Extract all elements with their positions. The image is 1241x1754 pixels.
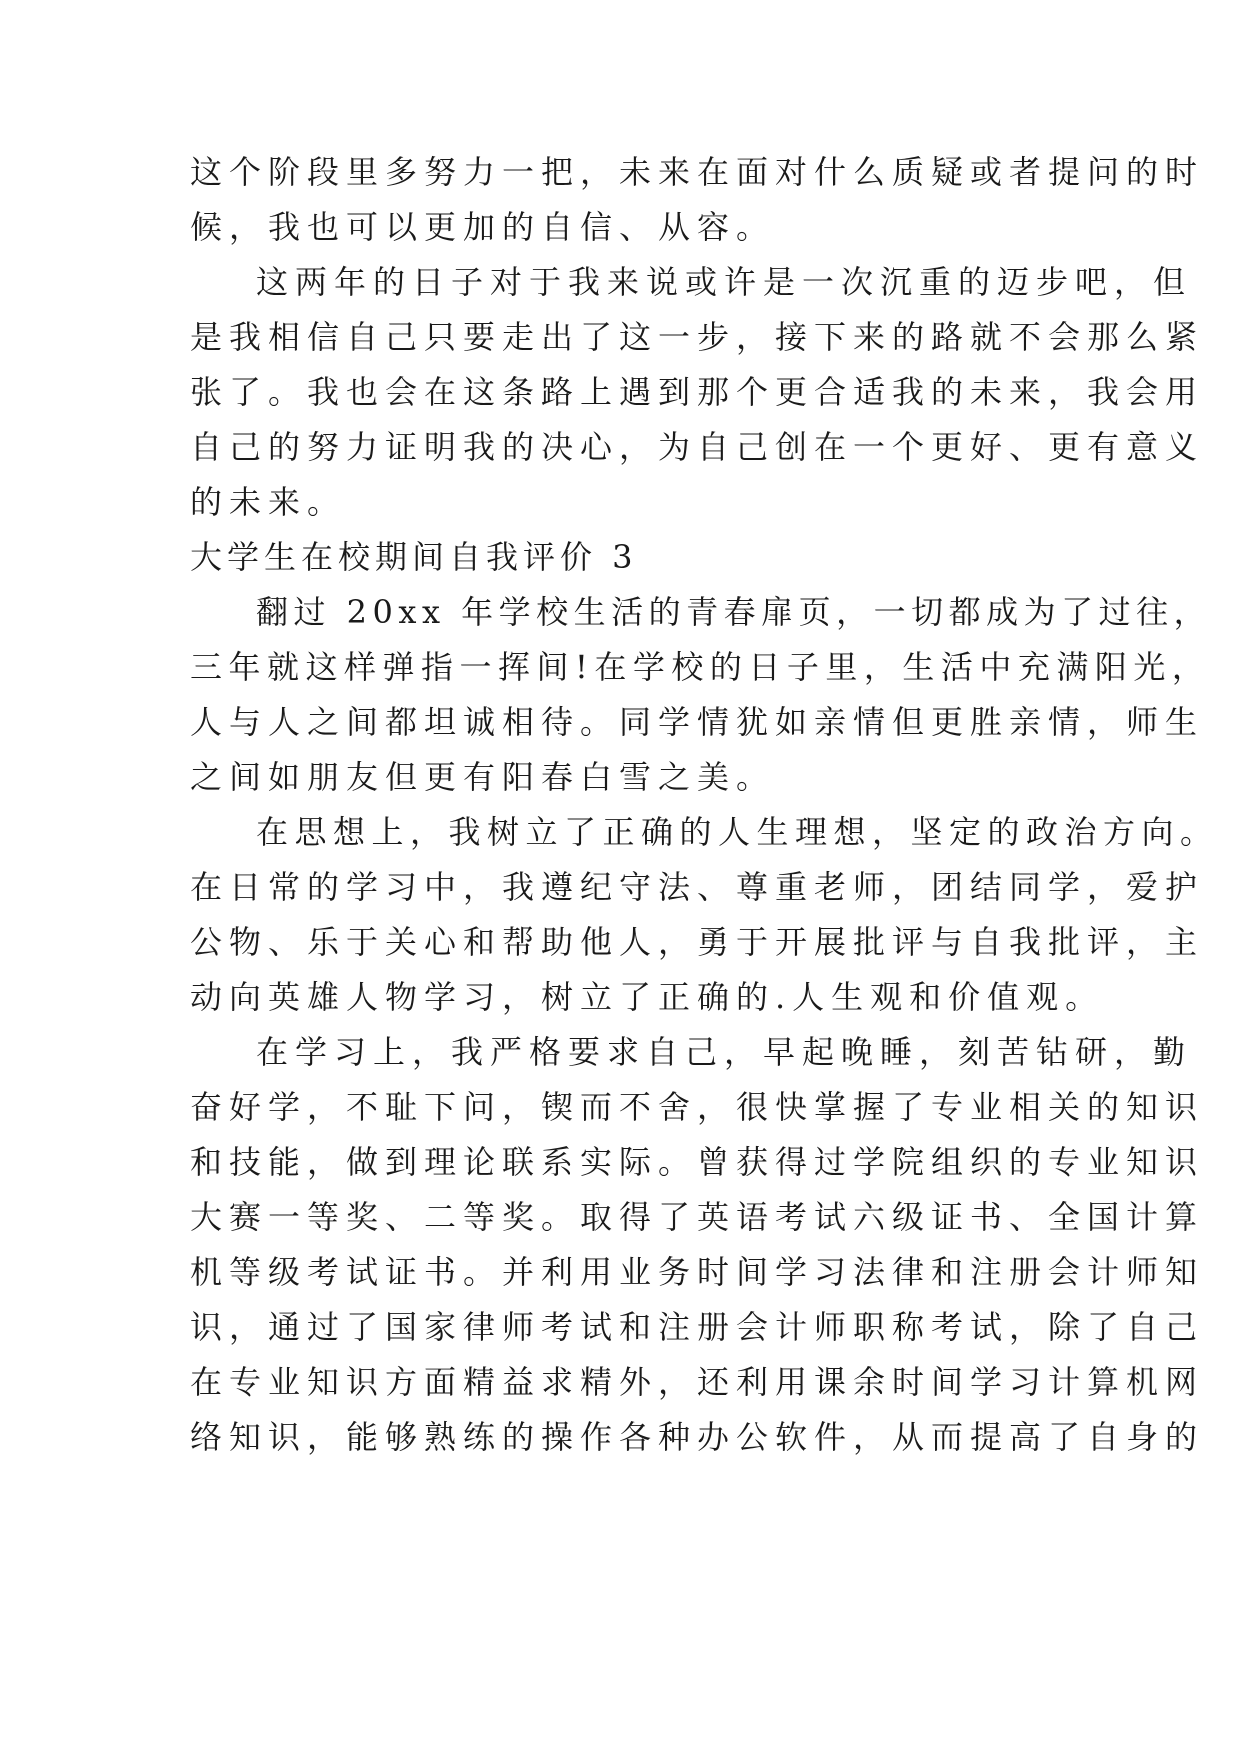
text-line: 之间如朋友但更有阳春白雪之美。	[190, 758, 776, 796]
text-line: 这个阶段里多努力一把，未来在面对什么质疑或者提问的时	[190, 153, 1205, 191]
text-line: 大赛一等奖、二等奖。取得了英语考试六级证书、全国计算	[190, 1198, 1205, 1236]
text-line: 的未来。	[190, 483, 347, 521]
text-line: 候，我也可以更加的自信、从容。	[190, 208, 776, 246]
text-line: 三年就这样弹指一挥间!在学校的日子里，生活中充满阳光，	[190, 648, 1211, 686]
text-line: 公物、乐于关心和帮助他人，勇于开展批评与自我批评，主	[190, 923, 1205, 961]
text-line: 络知识，能够熟练的操作各种办公软件，从而提高了自身的	[190, 1418, 1205, 1456]
text-line: 在专业知识方面精益求精外，还利用课余时间学习计算机网	[190, 1363, 1205, 1401]
text-line: 自己的努力证明我的决心，为自己创在一个更好、更有意义	[190, 428, 1205, 466]
section-heading: 大学生在校期间自我评价 3	[190, 538, 638, 576]
text-line: 在思想上，我树立了正确的人生理想，坚定的政治方向。	[256, 813, 1219, 851]
text-line: 人与人之间都坦诚相待。同学情犹如亲情但更胜亲情，师生	[190, 703, 1205, 741]
text-line: 是我相信自己只要走出了这一步，接下来的路就不会那么紧	[190, 318, 1205, 356]
text-line: 动向英雄人物学习，树立了正确的.人生观和价值观。	[190, 978, 1105, 1016]
text-line: 识，通过了国家律师考试和注册会计师职称考试，除了自己	[190, 1308, 1205, 1346]
text-line: 这两年的日子对于我来说或许是一次沉重的迈步吧，但	[256, 263, 1193, 301]
text-line: 和技能，做到理论联系实际。曾获得过学院组织的专业知识	[190, 1143, 1205, 1181]
text-line: 在日常的学习中，我遵纪守法、尊重老师，团结同学，爱护	[190, 868, 1205, 906]
text-line: 在学习上，我严格要求自己，早起晚睡，刻苦钻研，勤	[256, 1033, 1193, 1071]
text-line: 奋好学，不耻下问，锲而不舍，很快掌握了专业相关的知识	[190, 1088, 1205, 1126]
text-line: 翻过 20xx 年学校生活的青春扉页，一切都成为了过往，	[256, 593, 1212, 631]
text-line: 张了。我也会在这条路上遇到那个更合适我的未来，我会用	[190, 373, 1205, 411]
text-line: 机等级考试证书。并利用业务时间学习法律和注册会计师知	[190, 1253, 1205, 1291]
